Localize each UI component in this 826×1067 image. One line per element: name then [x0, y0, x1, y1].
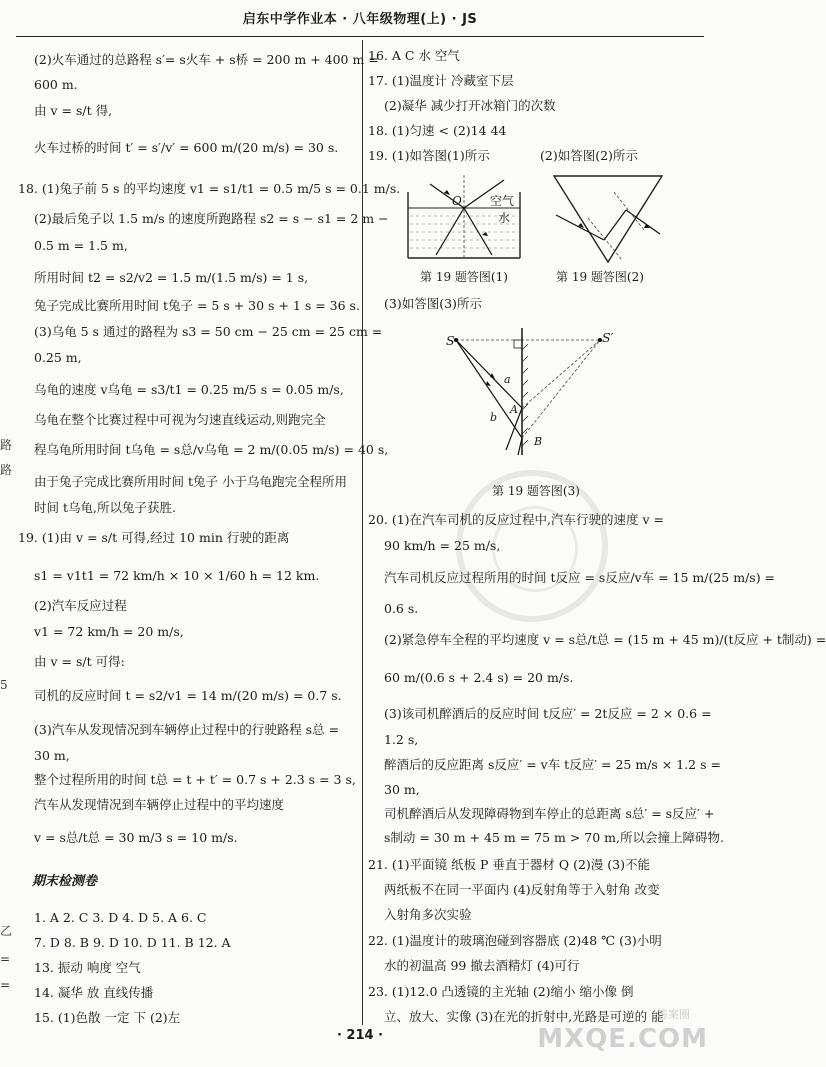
answer-line: (3)乌龟 5 s 通过的路程为 s3 = 50 cm − 25 cm = 25 cm =	[34, 324, 383, 339]
margin-fragment: 乙	[0, 924, 13, 938]
point-label-s: S	[446, 333, 455, 348]
page-header: 启东中学作业本 · 八年级物理(上) · JS	[242, 12, 478, 27]
answer-line: 两纸板不在同一平面内 (4)反射角等于入射角 改变	[384, 882, 660, 897]
answer-line: v = s总/t总 = 30 m/3 s = 10 m/s.	[34, 830, 238, 845]
refraction-diagram-1	[400, 170, 530, 265]
prism-diagram-2	[548, 170, 668, 265]
answer-line: 18. (1)匀速 < (2)14 44	[368, 123, 507, 138]
margin-fragment: 路	[0, 463, 13, 477]
answer-line: 1.2 s,	[384, 732, 419, 747]
answer-line: 30 m,	[34, 748, 70, 763]
answer-line: 所用时间 t2 = s2/v2 = 1.5 m/(1.5 m/s) = 1 s,	[34, 270, 309, 285]
mirror-diagram-3	[440, 320, 620, 460]
point-label-o: O	[452, 194, 462, 208]
answer-line: 30 m,	[384, 782, 420, 797]
answer-line: s制动 = 30 m + 45 m = 75 m > 70 m,所以会撞上障碍物.	[384, 830, 724, 845]
answer-line: 0.6 s.	[384, 601, 419, 616]
answer-line: 15. (1)色散 一定 下 (2)左	[34, 1010, 181, 1025]
answer-line: 1. A 2. C 3. D 4. D 5. A 6. C	[34, 910, 207, 925]
answer-line: 醉酒后的反应距离 s反应′ = v车 t反应′ = 25 m/s × 1.2 s =	[384, 757, 721, 772]
page-number: · 214 ·	[336, 1028, 384, 1043]
question-18-line: 18. (1)兔子前 5 s 的平均速度 v1 = s1/t1 = 0.5 m/5 s = 0.1 m/s.	[18, 181, 401, 196]
answer-line: 兔子完成比赛所用时间 t兔子 = 5 s + 30 s + 1 s = 36 s.	[34, 298, 360, 313]
answer-line: 17. (1)温度计 冷藏室下层	[368, 73, 514, 88]
answer-line: s1 = v1t1 = 72 km/h × 10 × 1/60 h = 12 km.	[34, 568, 320, 583]
medium-label-air: 空气	[490, 194, 515, 208]
margin-fragment: =	[0, 952, 11, 966]
question-20-line: 20. (1)在汽车司机的反应过程中,汽车行驶的速度 v =	[368, 512, 665, 527]
answer-line: (3)该司机醉酒后的反应时间 t反应′ = 2t反应 = 2 × 0.6 =	[384, 706, 712, 721]
answer-line: 水的初温高 99 撤去酒精灯 (4)可行	[384, 958, 580, 973]
medium-label-water: 水	[498, 211, 511, 225]
answer-line: 汽车司机反应过程所用的时间 t反应 = s反应/v车 = 15 m/(25 m/s) =	[384, 570, 776, 585]
answer-line: 由于兔子完成比赛所用时间 t兔子 小于乌龟跑完全程所用	[34, 474, 347, 489]
answer-line: (2)如答图(2)所示	[540, 148, 638, 163]
answer-line: 乌龟的速度 v乌龟 = s3/t1 = 0.25 m/5 s = 0.05 m/s,	[34, 382, 344, 397]
margin-fragment: 5	[0, 678, 8, 692]
watermark-logo: MXQE.COM	[537, 1024, 708, 1054]
question-22-line: 22. (1)温度计的玻璃泡碰到容器底 (2)48 ℃ (3)小明	[368, 933, 662, 948]
answer-line: 整个过程所用的时间 t总 = t + t′ = 0.7 s + 2.3 s = 3 s,	[34, 772, 356, 787]
answer-line: 火车过桥的时间 t′ = s′/v′ = 600 m/(20 m/s) = 30 s.	[34, 140, 339, 155]
point-label-s-prime: S′	[602, 330, 614, 345]
ray-label-b: b	[490, 411, 498, 424]
question-23-line: 23. (1)12.0 凸透镜的主光轴 (2)缩小 缩小像 倒	[368, 984, 634, 999]
point-label-A: A	[510, 403, 518, 416]
figure-caption: 第 19 题答图(3)	[492, 484, 580, 498]
answer-line: 司机醉酒后从发现障碍物到车停止的总距离 s总′ = s反应′ +	[384, 806, 715, 821]
answer-line: (3)汽车从发现情况到车辆停止过程中的行驶路程 s总 =	[34, 722, 340, 737]
answer-line: 程乌龟所用时间 t乌龟 = s总/v乌龟 = 2 m/(0.05 m/s) = 40 s,	[34, 442, 389, 457]
section-title: 期末检测卷	[32, 874, 98, 889]
answer-line: 19. (1)如答图(1)所示	[368, 148, 490, 163]
answer-line: 600 m.	[34, 77, 78, 92]
answer-line: 7. D 8. B 9. D 10. D 11. B 12. A	[34, 935, 231, 950]
answer-line: (2)紧急停车全程的平均速度 v = s总/t总 = (15 m + 45 m)/(t反应 + t制动) =	[384, 632, 826, 647]
answer-line: 司机的反应时间 t = s2/v1 = 14 m/(20 m/s) = 0.7 s.	[34, 688, 342, 703]
answer-line: (3)如答图(3)所示	[384, 296, 482, 311]
answer-line: 60 m/(0.6 s + 2.4 s) = 20 m/s.	[384, 670, 574, 685]
answer-line: 16. A C 水 空气	[368, 48, 460, 63]
answer-line: 0.5 m = 1.5 m,	[34, 238, 128, 253]
answer-line: v1 = 72 km/h = 20 m/s,	[34, 624, 184, 639]
answer-line: 0.25 m,	[34, 350, 82, 365]
answer-line: (2)最后兔子以 1.5 m/s 的速度所跑路程 s2 = s − s1 = 2 m −	[34, 211, 389, 226]
answer-line: 由 v = s/t 可得:	[34, 654, 125, 669]
answer-line: (2)凝华 减少打开冰箱门的次数	[384, 98, 556, 113]
question-19-line: 19. (1)由 v = s/t 可得,经过 10 min 行驶的距离	[18, 530, 290, 545]
answer-line: 13. 振动 响度 空气	[34, 960, 141, 975]
answer-line: 入射角多次实验	[384, 907, 472, 922]
answer-line: 汽车从发现情况到车辆停止过程中的平均速度	[34, 797, 285, 812]
answer-line: 14. 凝华 放 直线传播	[34, 985, 154, 1000]
answer-line: 时间 t乌龟,所以兔子获胜.	[34, 500, 176, 515]
answer-line: (2)汽车反应过程	[34, 598, 127, 613]
answer-line: 由 v = s/t 得,	[34, 103, 113, 118]
question-21-line: 21. (1)平面镜 纸板 P 垂直于器材 Q (2)漫 (3)不能	[368, 857, 650, 872]
answer-line: 乌龟在整个比赛过程中可视为匀速直线运动,则跑完全	[34, 412, 326, 427]
answer-line: 立、放大、实像 (3)在光的折射中,光路是可逆的 能	[384, 1009, 664, 1024]
answer-line: (2)火车通过的总路程 s′= s火车 + s桥 = 200 m + 400 m =	[34, 52, 379, 67]
margin-fragment: 路	[0, 438, 13, 452]
figure-caption: 第 19 题答图(1)	[420, 270, 508, 284]
ray-label-a: a	[504, 373, 511, 386]
answer-line: 90 km/h = 25 m/s,	[384, 538, 501, 553]
header-rule	[16, 36, 704, 37]
point-label-B: B	[534, 435, 543, 448]
margin-fragment: =	[0, 978, 11, 992]
figure-caption: 第 19 题答图(2)	[556, 270, 644, 284]
watermark-subtext: 答案圈	[657, 1008, 690, 1021]
